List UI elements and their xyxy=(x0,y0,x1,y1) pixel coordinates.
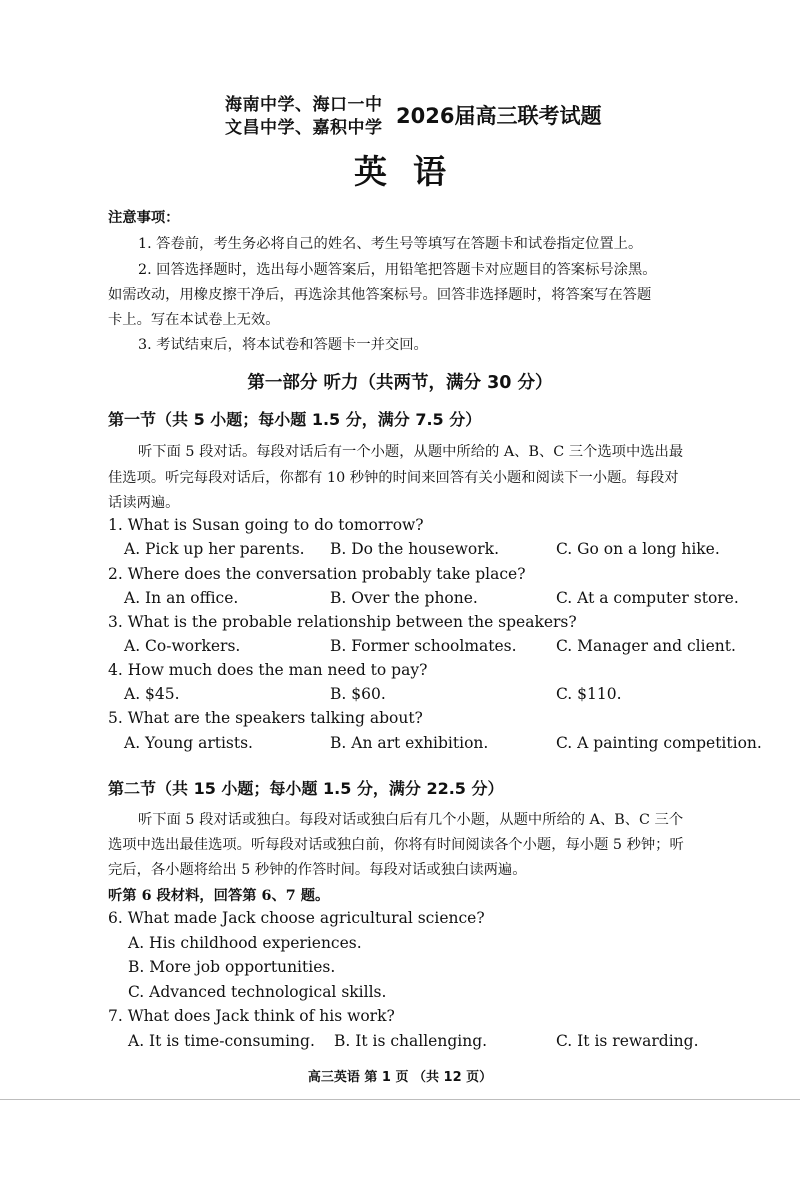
q7-option-c: C. It is rewarding. xyxy=(556,1032,699,1050)
section2-instruction-line-3: 完后，各小题将给出 5 秒钟的作答时间。每段对话或独白读两遍。 xyxy=(108,862,527,878)
school-names xyxy=(225,94,383,140)
page-footer: 高三英语 第 1 页 （共 12 页） xyxy=(307,1070,493,1085)
school-line-2: 文昌中学、嘉积中学 xyxy=(225,118,383,138)
q1-option-c: C. Go on a long hike. xyxy=(556,540,720,558)
q7-option-a: A. It is time-consuming. xyxy=(128,1032,315,1050)
q2-option-b: B. Over the phone. xyxy=(330,589,478,607)
notice-item-2-line-2: 如需改动，用橡皮擦干净后，再选涂其他答案标号。回答非选择题时，将答案写在答题 xyxy=(108,287,652,303)
q3-option-c: C. Manager and client. xyxy=(556,637,736,655)
question-2: 2. Where does the conversation probably take place? xyxy=(108,565,526,583)
q5-option-c: C. A painting competition. xyxy=(556,734,762,752)
q2-option-c: C. At a computer store. xyxy=(556,589,739,607)
q4-option-b: B. $60. xyxy=(330,685,386,703)
material-6-instruction: 听第 6 段材料，回答第 6、7 题。 xyxy=(108,888,330,904)
school-line-1: 海南中学、海口一中 xyxy=(225,95,383,115)
q1-option-a: A. Pick up her parents. xyxy=(124,540,305,558)
q3-option-b: B. Former schoolmates. xyxy=(330,637,517,655)
question-1: 1. What is Susan going to do tomorrow? xyxy=(108,516,424,534)
section2-instruction-line-1: 听下面 5 段对话或独白。每段对话或独白后有几个小题，从题中所给的 A、B、C 三个 xyxy=(138,812,684,828)
section1-title: 第一节（共 5 小题；每小题 1.5 分，满分 7.5 分） xyxy=(108,410,482,429)
q5-option-b: B. An art exhibition. xyxy=(330,734,489,752)
subject-title: 英语 xyxy=(354,152,472,191)
q4-option-a: A. $45. xyxy=(124,685,180,703)
question-3: 3. What is the probable relationship between the speakers? xyxy=(108,613,577,631)
q5-option-a: A. Young artists. xyxy=(124,734,253,752)
question-4: 4. How much does the man need to pay? xyxy=(108,661,428,679)
q3-option-a: A. Co-workers. xyxy=(124,637,241,655)
notice-item-2-line-1: 2. 回答选择题时，选出每小题答案后，用铅笔把答题卡对应题目的答案标号涂黑。 xyxy=(138,262,657,278)
q7-option-b: B. It is challenging. xyxy=(334,1032,488,1050)
notice-item-1: 1. 答卷前，考生务必将自己的姓名、考生号等填写在答题卡和试卷指定位置上。 xyxy=(138,236,643,252)
notice-item-2-line-3: 卡上。写在本试卷上无效。 xyxy=(108,312,280,328)
q2-option-a: A. In an office. xyxy=(124,589,239,607)
section1-instruction-line-2: 佳选项。听完每段对话后，你都有 10 秒钟的时间来回答有关小题和阅读下一小题。每段对 xyxy=(108,470,679,486)
notice-item-3: 3. 考试结束后，将本试卷和答题卡一并交回。 xyxy=(138,337,428,353)
q1-option-b: B. Do the housework. xyxy=(330,540,499,558)
page-edge-divider xyxy=(0,1099,800,1100)
notice-title: 注意事项： xyxy=(108,210,180,226)
question-7: 7. What does Jack think of his work? xyxy=(108,1007,395,1025)
section1-instruction-line-3: 话读两遍。 xyxy=(108,495,180,511)
section2-instruction-line-2: 选项中选出最佳选项。听每段对话或独白前，你将有时间阅读各个小题，每小题 5 秒钟；听 xyxy=(108,837,684,853)
exam-title: 2026届高三联考试题 xyxy=(396,104,602,128)
q6-option-a: A. His childhood experiences. xyxy=(128,934,362,952)
question-5: 5. What are the speakers talking about? xyxy=(108,709,423,727)
q4-option-c: C. $110. xyxy=(556,685,622,703)
q6-option-b: B. More job opportunities. xyxy=(128,958,336,976)
section1-instruction-line-1: 听下面 5 段对话。每段对话后有一个小题，从题中所给的 A、B、C 三个选项中选出最 xyxy=(138,444,684,460)
question-6: 6. What made Jack choose agricultural science? xyxy=(108,909,485,927)
section2-title: 第二节（共 15 小题；每小题 1.5 分，满分 22.5 分） xyxy=(108,779,504,798)
q6-option-c: C. Advanced technological skills. xyxy=(128,983,387,1001)
part1-title: 第一部分 听力（共两节，满分 30 分） xyxy=(247,373,553,393)
